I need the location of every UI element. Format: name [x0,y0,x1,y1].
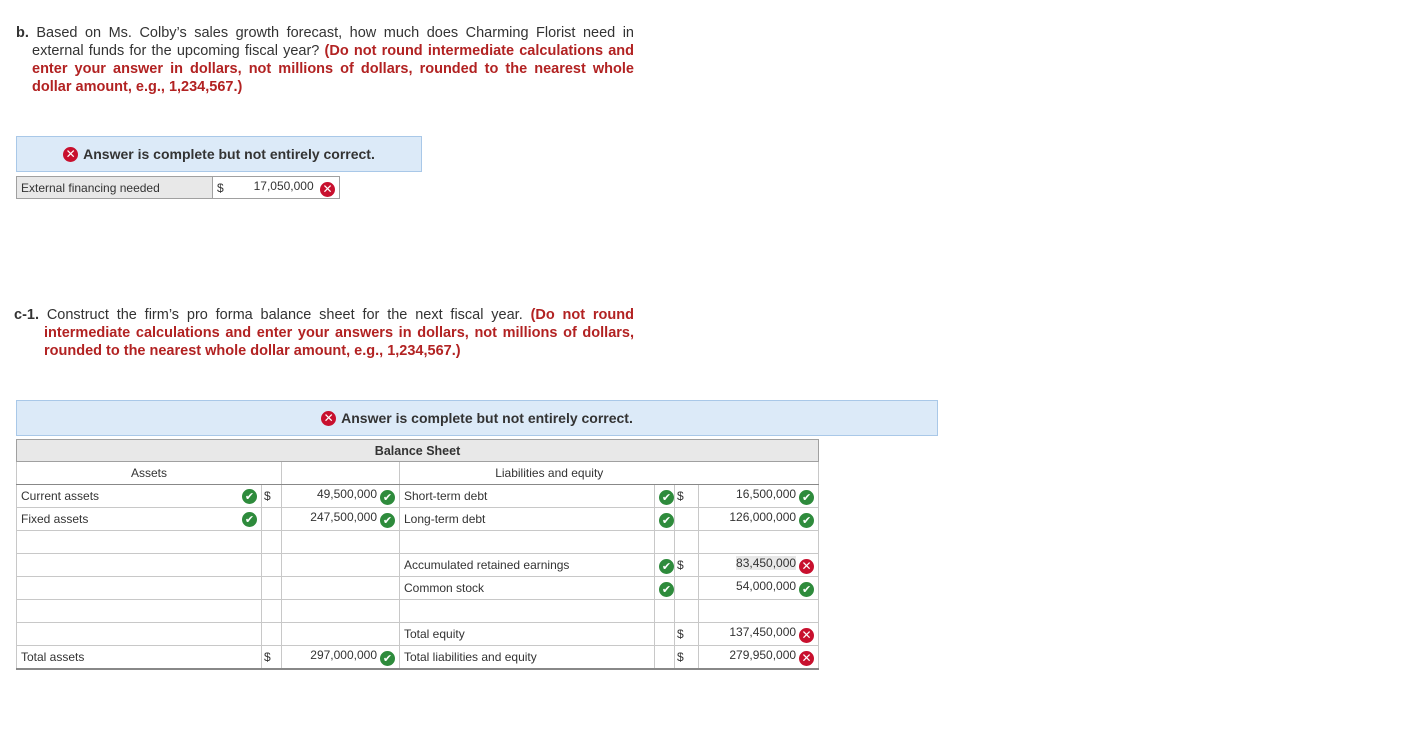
dollar-sign: $ [675,485,699,508]
common-stock-label: Common stock [404,581,485,595]
question-c1-hint: (Do not round intermediate calculations and enter your answers in dollars, not millions of dollars, rounded to the nearest whole dollar amount, e.g., 1,234,567.) [44,307,634,359]
current-assets-input[interactable] [17,485,262,508]
header-row [17,462,819,485]
correct-icon: ✔ [659,490,674,505]
correct-icon: ✔ [659,513,674,528]
correct-icon: ✔ [380,490,395,505]
assets-header: Assets [17,462,282,485]
table-row [17,577,819,600]
answer-status-banner-b [16,136,422,172]
external-financing-table [16,176,340,199]
table-row [17,177,340,199]
common-stock-value: 54,000,000 [736,579,797,593]
table-row [17,485,819,508]
dollar-sign: $ [262,485,282,508]
current-assets-value: 49,500,000 [316,487,377,501]
total-equity-value-input[interactable] [699,623,819,646]
table-row [17,531,819,554]
fixed-assets-label: Fixed assets [21,512,89,526]
correct-icon: ✔ [799,513,814,528]
question-b-hint: (Do not round intermediate calculations and enter your answer in dollars, not millions of dollars, rounded to the nearest whole dollar amount, e.g., 1,234,567.) [32,43,634,95]
long-term-debt-value-input[interactable] [699,508,819,531]
total-equity-value: 137,450,000 [729,625,797,639]
answer-status-banner-c1 [16,400,938,436]
correct-icon: ✔ [799,582,814,597]
fixed-assets-value-input[interactable] [282,508,400,531]
question-b-text: Based on Ms. Colby’s sales growth forecast, how much does Charming Florist need in external funds for the upcoming fiscal year? [28,25,634,59]
total-liab-equity-value: 279,950,000 [729,648,797,662]
correct-icon: ✔ [242,489,257,504]
correct-icon: ✔ [242,512,257,527]
total-assets-label: Total assets [17,646,262,670]
incorrect-icon: ✕ [321,411,336,426]
banner-text: Answer is complete but not entirely correct. [341,410,633,426]
short-term-debt-label: Short-term debt [404,489,488,503]
current-assets-value-input[interactable] [282,485,400,508]
long-term-debt-input[interactable] [400,508,655,531]
external-financing-label: External financing needed [17,177,213,199]
fixed-assets-value: 247,500,000 [310,510,377,524]
dollar-sign: $ [262,646,282,670]
correct-icon: ✔ [380,513,395,528]
table-row [17,554,819,577]
question-b [16,24,634,96]
question-c1 [14,306,634,360]
dollar-sign: $ [675,623,699,646]
incorrect-icon: ✕ [320,182,335,197]
retained-earnings-input[interactable] [400,554,655,577]
dollar-sign: $ [675,554,699,577]
balance-sheet-title-row [17,440,819,462]
correct-icon: ✔ [380,651,395,666]
common-stock-input[interactable] [400,577,655,600]
banner-text: Answer is complete but not entirely correct. [83,146,375,162]
incorrect-icon: ✕ [799,559,814,574]
balance-sheet-title: Balance Sheet [17,440,819,462]
table-row [17,508,819,531]
incorrect-icon: ✕ [63,147,78,162]
correct-icon: ✔ [659,582,674,597]
short-term-debt-value-input[interactable] [699,485,819,508]
external-financing-value: 17,050,000 [253,178,314,193]
question-c1-label: c-1. [14,307,39,323]
table-row [17,646,819,670]
long-term-debt-label: Long-term debt [404,512,486,526]
liabilities-header: Liabilities and equity [400,462,699,485]
balance-sheet-table [16,439,819,670]
question-c1-text: Construct the firm’s pro forma balance sheet for the next fiscal year. [39,307,523,323]
correct-icon: ✔ [799,490,814,505]
dollar-sign: $ [675,646,699,670]
total-liab-equity-value-input[interactable] [699,646,819,670]
common-stock-value-input[interactable] [699,577,819,600]
external-financing-input[interactable] [241,177,340,199]
total-liab-equity-label: Total liabilities and equity [400,646,655,670]
table-row [17,623,819,646]
current-assets-label: Current assets [21,489,100,503]
correct-icon: ✔ [659,559,674,574]
retained-earnings-label: Accumulated retained earnings [404,558,570,572]
retained-earnings-value-input[interactable] [699,554,819,577]
dollar-sign: $ [213,177,242,199]
short-term-debt-value: 16,500,000 [736,487,797,501]
long-term-debt-value: 126,000,000 [729,510,797,524]
table-row [17,600,819,623]
total-equity-label: Total equity [400,623,655,646]
retained-earnings-value: 83,450,000 [736,556,797,570]
total-assets-value: 297,000,000 [310,648,377,662]
fixed-assets-input[interactable] [17,508,262,531]
incorrect-icon: ✕ [799,628,814,643]
total-assets-value-input[interactable] [282,646,400,670]
question-b-label: b. [16,25,29,41]
incorrect-icon: ✕ [799,651,814,666]
short-term-debt-input[interactable] [400,485,655,508]
